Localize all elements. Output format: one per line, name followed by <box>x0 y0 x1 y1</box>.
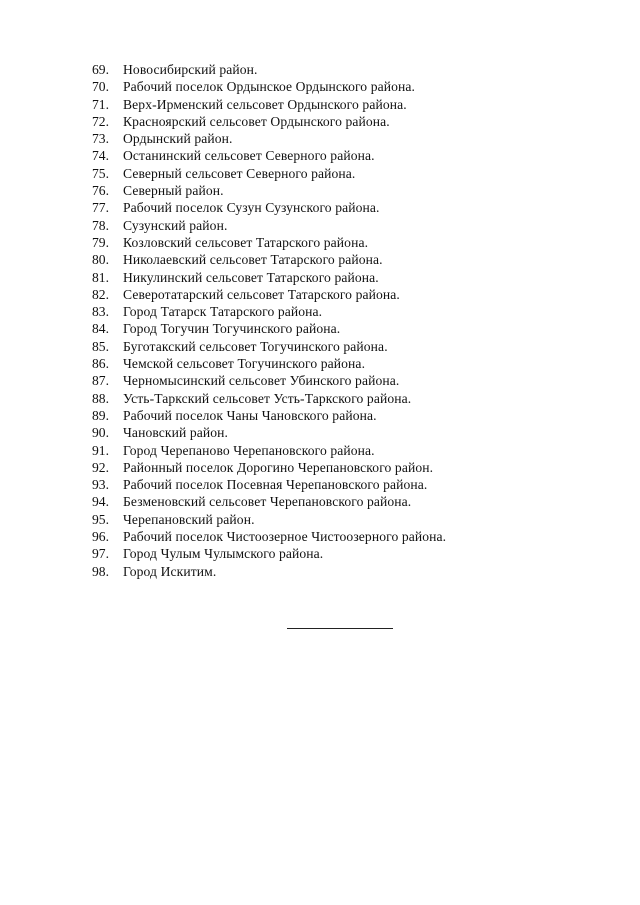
list-item <box>92 113 446 130</box>
list-item <box>92 493 446 510</box>
list-item-number: 85. <box>92 338 109 354</box>
list-item-number: 92. <box>92 459 109 475</box>
list-item-number: 75. <box>92 165 109 181</box>
list-item <box>92 424 446 441</box>
list-item-number: 79. <box>92 234 109 250</box>
list-item-text: Город Чулым Чулымского района. <box>123 546 324 562</box>
list-item-number: 94. <box>92 494 109 510</box>
list-item-text: Ордынский район. <box>123 131 233 147</box>
list-item <box>92 476 446 493</box>
list-item-number: 96. <box>92 529 109 545</box>
list-item-number: 97. <box>92 546 109 562</box>
list-item-text: Усть-Таркский сельсовет Усть-Таркского района. <box>123 390 412 406</box>
list-item <box>92 130 446 147</box>
list-item-text: Рабочий поселок Ордынское Ордынского района. <box>123 79 416 95</box>
list-item <box>92 545 446 562</box>
list-item-text: Районный поселок Дорогино Черепановского район. <box>123 459 434 475</box>
list-item-text: Рабочий поселок Посевная Черепановского района. <box>123 477 428 493</box>
list-item-text: Черепановский район. <box>123 511 255 527</box>
list-item-text: Рабочий поселок Чистоозерное Чистоозерного района. <box>123 529 447 545</box>
list-item <box>92 199 446 216</box>
list-item <box>92 78 446 95</box>
list-item <box>92 320 446 337</box>
list-item-number: 74. <box>92 148 109 164</box>
list-item <box>92 147 446 164</box>
list-item-text: Останинский сельсовет Северного района. <box>123 148 375 164</box>
list-item-number: 80. <box>92 252 109 268</box>
list-item-text: Николаевский сельсовет Татарского района. <box>123 252 383 268</box>
list-item-number: 93. <box>92 477 109 493</box>
list-item-number: 91. <box>92 442 109 458</box>
list-item-number: 73. <box>92 131 109 147</box>
list-item-number: 84. <box>92 321 109 337</box>
list-item-number: 87. <box>92 373 109 389</box>
list-item-text: Безменовский сельсовет Черепановского района. <box>123 494 412 510</box>
end-rule-divider <box>287 628 393 629</box>
list-item <box>92 61 446 78</box>
list-item-text: Северотатарский сельсовет Татарского района. <box>123 286 400 302</box>
list-item-text: Красноярский сельсовет Ордынского района. <box>123 113 390 129</box>
list-item-number: 95. <box>92 511 109 527</box>
numbered-list <box>92 61 446 580</box>
list-item <box>92 269 446 286</box>
list-item-text: Буготакский сельсовет Тогучинского района. <box>123 338 388 354</box>
list-item <box>92 286 446 303</box>
list-item <box>92 96 446 113</box>
list-item-number: 88. <box>92 390 109 406</box>
list-item-text: Чановский район. <box>123 425 229 441</box>
list-item <box>92 390 446 407</box>
list-item-text: Город Искитим. <box>123 563 217 579</box>
list-item-text: Никулинский сельсовет Татарского района. <box>123 269 379 285</box>
list-item-text: Город Черепаново Черепановского района. <box>123 442 375 458</box>
list-item-number: 72. <box>92 113 109 129</box>
list-item <box>92 372 446 389</box>
list-item-number: 78. <box>92 217 109 233</box>
list-item-number: 86. <box>92 356 109 372</box>
list-item <box>92 303 446 320</box>
list-item-number: 90. <box>92 425 109 441</box>
list-item-number: 81. <box>92 269 109 285</box>
list-item <box>92 234 446 251</box>
list-item <box>92 459 446 476</box>
list-item-text: Рабочий поселок Чаны Чановского района. <box>123 407 377 423</box>
list-item <box>92 442 446 459</box>
list-item-number: 76. <box>92 183 109 199</box>
list-item-number: 98. <box>92 563 109 579</box>
list-item <box>92 182 446 199</box>
list-item <box>92 528 446 545</box>
list-item <box>92 217 446 234</box>
list-item-number: 70. <box>92 79 109 95</box>
list-item-text: Новосибирский район. <box>123 62 258 77</box>
list-item-text: Рабочий поселок Сузун Сузунского района. <box>123 200 380 216</box>
list-item-text: Город Тогучин Тогучинского района. <box>123 321 341 337</box>
list-item <box>92 407 446 424</box>
list-item-number: 71. <box>92 96 109 112</box>
list-item-text: Верх-Ирменский сельсовет Ордынского района. <box>123 96 407 112</box>
list-item-number: 82. <box>92 286 109 302</box>
list-item-number: 89. <box>92 407 109 423</box>
list-item-text: Сузунский район. <box>123 217 228 233</box>
list-item <box>92 165 446 182</box>
list-item-text: Козловский сельсовет Татарского района. <box>123 234 369 250</box>
list-item-number: 69. <box>92 62 109 77</box>
list-item-number: 77. <box>92 200 109 216</box>
list-item-text: Черномысинский сельсовет Убинского района. <box>123 373 400 389</box>
list-item <box>92 355 446 372</box>
list-item-text: Город Татарск Татарского района. <box>123 304 323 320</box>
list-item-text: Северный сельсовет Северного района. <box>123 165 356 181</box>
list-item-text: Чемской сельсовет Тогучинского района. <box>123 356 366 372</box>
list-item <box>92 511 446 528</box>
list-item-number: 83. <box>92 304 109 320</box>
list-item <box>92 338 446 355</box>
list-item-text: Северный район. <box>123 183 224 199</box>
list-item <box>92 251 446 268</box>
list-item <box>92 563 446 580</box>
